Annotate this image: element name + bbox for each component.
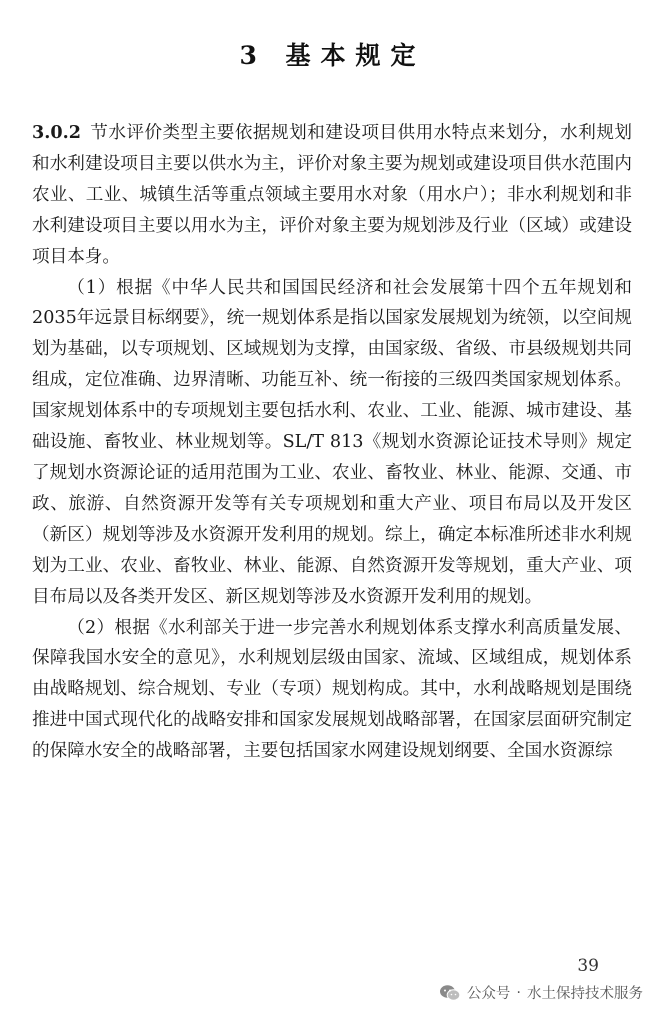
watermark-separator: · bbox=[516, 984, 521, 1001]
clause-text: 节水评价类型主要依据规划和建设项目供用水特点来划分，水利规划和水利建设项目主要以供水为主，评价对象主要为规划或建设项目供水范围内农业、工业、城镇生活等重点领域主要用水对象（用水户）；非水利规划和非水利建设项目主要以用水为主，评价对象主要为规划涉及行业（区域）或建设项目本身。 bbox=[32, 123, 632, 267]
paragraph-1: （1）根据《中华人民共和国国民经济和社会发展第十四个五年规划和2035年远景目标纲要》，统一规划体系是指以国家发展规划为统领，以空间规划为基础，以专项规划、区域规划为支撑，由国家级、省级、市县级规划共同组成，定位准确、边界清晰、功能互补、统一衔接的三级四类国家规划体系。国家规划体系中的专项规划主要包括水利、农业、工业、能源、城市建设、基础设施、畜牧业、林业规划等。SL/T 813《规划水资源论证技术导则》规定了规划水资源论证的适用范围为工业、农业、畜牧业、林业、能源、交通、市政、旅游、自然资源开发等有关专项规划和重大产业、项目布局以及开发区（新区）规划等涉及水资源开发利用的规划。综上，确定本标准所述非水利规划为工业、农业、畜牧业、林业、能源、自然资源开发等规划，重大产业、项目布局以及各类开发区、新区规划等涉及水资源开发利用的规划。 bbox=[32, 277, 632, 607]
section-heading: 3 基本规定 bbox=[239, 41, 426, 70]
watermark-account: 水土保持技术服务 bbox=[527, 986, 643, 1002]
clause-number: 3.0.2 bbox=[32, 122, 81, 143]
wechat-icon bbox=[439, 984, 461, 1002]
body-text bbox=[32, 118, 632, 767]
paragraph-2: （2）根据《水利部关于进一步完善水利规划体系支撑水利高质量发展、保障我国水安全的意见》，水利规划层级由国家、流域、区域组成，规划体系由战略规划、综合规划、专业（专项）规划构成。其中，水利战略规划是围绕推进中国式现代化的战略安排和国家发展规划战略部署，在国家层面研究制定的保障水安全的战略部署，主要包括国家水网建设规划纲要、全国水资源综 bbox=[32, 617, 632, 762]
clause-paragraph bbox=[32, 118, 632, 273]
watermark-label: 公众号 bbox=[466, 986, 511, 1002]
page-number: 39 bbox=[577, 956, 599, 976]
wechat-watermark bbox=[439, 982, 643, 1003]
